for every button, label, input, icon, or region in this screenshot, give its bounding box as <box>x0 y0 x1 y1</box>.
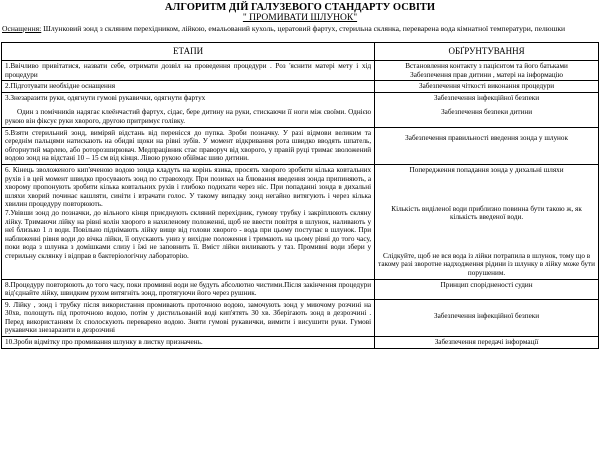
reason-cell: Принцип спорідненості судин <box>375 279 599 299</box>
step-cell: 8.Процедуру повторюють до того часу, поки промивні води не будуть абсолютно чистими.Після закінчення процедури від'єднайте лійку, швидким рухом витягніть зонд, протягуючи його через рушник. <box>2 279 375 299</box>
reason-cell: Забезпечення інфекційної безпеки <box>375 299 599 336</box>
table-row <box>2 164 599 279</box>
column-header-rationale: ОБҐРУНТУВАННЯ <box>375 43 599 61</box>
reason-cell <box>375 164 599 279</box>
reason-text: Кількість виділеної води приблизно повинна бути такою ж, як кількість введеної води. <box>391 204 582 222</box>
reason-text: Забезпечення прав дитини , матері на інформацію <box>410 70 563 79</box>
step-cell <box>2 92 375 127</box>
table-row <box>2 127 599 164</box>
table-header-row <box>2 43 599 61</box>
document-subtitle: " ПРОМИВАТИ ШЛУНОК" <box>242 13 358 23</box>
equipment-label: Оснащення: <box>2 24 42 33</box>
reason-text: Слідкуйте, щоб не вся вода із лійки потрапила в шлунок, тому що в такому разі зворотне надходження рідини із шлунку в лійку може бути порушеним. <box>378 251 595 277</box>
step-cell: 5.Взяти стерильний зонд, виміряй відстань від перенісся до пупка. Зроби позначку. У разі відмови великим та середнім пальцями натискають на обидві щоки на рівні зубів. У момент відкривання рота швидко вводять шпатель, обгорнутий марлею, або роторозширювач. Медпрацівник стає праворуч від хворого, у правій руці тримає зволожений водою зонд на відстані 10 – 15 см від кінця. Лівою рукою обіймає шию дитини. <box>2 127 375 164</box>
table-row <box>2 337 599 349</box>
reason-text: Попередження попадання зонда у дихальні шляхи <box>409 165 564 174</box>
reason-cell: Забезпечення передачі інформації <box>375 337 599 349</box>
equipment-text: Шлунковий зонд з скляним перехідником, лійкою, емальований кухоль, цератовий фартух, стерильна склянка, переварена вода кімнатної температури, пелюшки <box>43 24 566 33</box>
table-row <box>2 61 599 81</box>
table-row <box>2 299 599 336</box>
step-cell: 10.Зроби відмітку про промивання шлунку в листку призначень. <box>2 337 375 349</box>
step-cell: 1.Ввічливо привітатися, назвати себе, отримати дозвіл на проведення процедури . Роз 'яснити матері мету і хід процедури <box>2 61 375 81</box>
equipment-paragraph <box>2 24 592 33</box>
reason-cell <box>375 92 599 127</box>
table-row <box>2 81 599 93</box>
reason-cell: Забезпечення чіткості виконання процедури <box>375 81 599 93</box>
table-row <box>2 279 599 299</box>
column-header-stages: ЕТАПИ <box>2 43 375 61</box>
table-row <box>2 92 599 127</box>
step-text: 6. Кінець зволоженого кип'яченою водою зонда кладуть на корінь язика, просять хворого зробити кілька ковтальних рухів і в цей момент швидко просувають зонд по стравоходу. При позивах на блювання введення зонда припиняють, а хворому пропонують зробити кілька ковтальних рухів і глибоко подихати через ніс. При попаданні зонда в дихальні шляхи хворий починає кашляти, синіти і втрачати голос. У такому випадку зонд негайно витягують і через кілька хвилин процедуру повторюють. <box>5 165 372 209</box>
algorithm-table <box>1 42 599 349</box>
step-text: 7.Увівши зонд до позначки, до вільного кінця приєднують скляний перехідник, гумову трубку і закріплюють скляну лійку. Тримаючи лійку на рівні колін хворого в нахиленому положенні, щоб не ввести повітря в шлунок, наливають у неї близько 1 л води. Повільно піднімають лійку вище від голови хворого - вода при цьому поступає в шлунок. При наближенні рівня води до вічка лійки, її опускають униз у вихідне положення і тримають на цьому рівні до того часу, поки вода з шлунка з домішками слизу і їжі не заповнить її. Вміст лійки виливають у таз. Промивні води збери у стерильну склянку і відправ в бактеріологічну лабораторію. <box>5 208 372 260</box>
reason-text: Встановлення контакту з пацієнтом та його батьками <box>405 62 568 70</box>
step-text: Один з помічників надягає клеёнчастий фартух, сідає, бере дитину на руки, стискаючи її ноги між своїми. Однією рукою він фіксує руки хворого, другою притримує голівку. <box>5 108 372 125</box>
step-cell: 9. Лійку , зонд і трубку після використання промивають проточною водою, замочують зонд у миючому розчині на 30хв, полощуть під проточною водою, потім у дистильованій воді кип'ятять 30 хв. Зберігають зонд в дезрозчині . Перед використанням їх сполоскують переварено водою. Зняти гумові рукавички, вимити і висушити руки. Гумові рукавички знезаразити в дезрозчині <box>2 299 375 336</box>
step-cell <box>2 164 375 279</box>
step-text: 3.Знезаразити руки, одягнути гумові рукавички, одягнути фартух <box>5 93 206 102</box>
reason-text: Забезпечення безпеки дитини <box>441 108 533 117</box>
reason-cell <box>375 61 599 81</box>
document-title: АЛГОРИТМ ДІЙ ГАЛУЗЕВОГО СТАНДАРТУ ОСВІТИ <box>164 2 436 13</box>
reason-text: Забезпечення інфекційної безпеки <box>434 93 540 102</box>
reason-cell: Забезпечення правильності введення зонда у шлунок <box>375 127 599 164</box>
step-cell: 2.Підготувати необхідне оснащення <box>2 81 375 93</box>
